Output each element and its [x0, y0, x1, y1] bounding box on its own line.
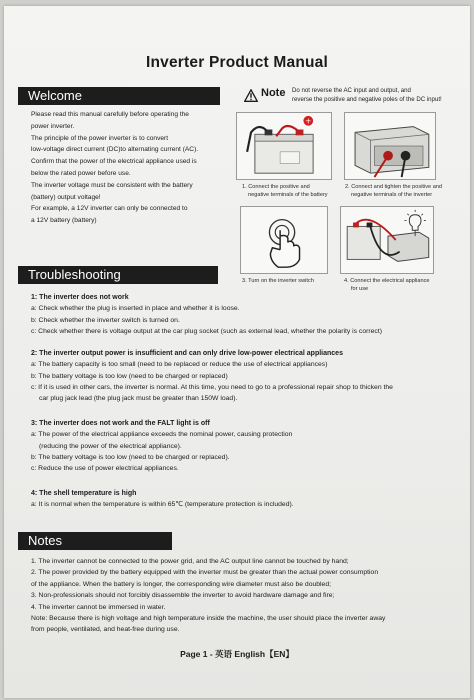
troubleshoot-item: b: The battery voltage is too low (need to be charged or replaced): [31, 372, 228, 380]
troubleshoot-item: (reducing the power of the electrical appliance).: [39, 442, 182, 450]
troubleshoot-item: b: Check whether the inverter switch is turned on.: [31, 316, 180, 324]
welcome-line: For example, a 12V inverter can only be connected to: [31, 205, 188, 213]
caption-line: negative terminals of the battery: [248, 191, 328, 198]
welcome-line: (battery) output voltage!: [31, 193, 101, 201]
notes-line: 3. Non-professionals should not forcibly disassemble the inverter to avoid hardware damage and fire;: [31, 592, 335, 600]
note-block: [244, 86, 470, 108]
notes-text: [31, 556, 461, 636]
caption-line: 4. Connect the electrical appliance: [344, 278, 430, 284]
caption-line: 2. Connect and tighten the positive and: [345, 184, 443, 190]
welcome-line: low-voltage direct current (DC)to alternating current (AC).: [31, 146, 199, 154]
notes-heading: Notes: [18, 532, 172, 550]
troubleshoot-section-1: [31, 292, 470, 337]
welcome-line: The inverter voltage must be consistent with the battery: [31, 181, 193, 189]
page-footer: Page 1 - 英语 English【EN】: [180, 649, 294, 659]
note-text: [292, 86, 470, 104]
notes-line: 4. The inverter cannot be immersed in water.: [31, 603, 166, 611]
appliance-connection-icon: [341, 207, 433, 273]
figure-caption: [345, 184, 442, 199]
troubleshoot-item: a: The power of the electrical appliance exceeds the nominal power, causing protection: [31, 431, 293, 439]
troubleshoot-item: a: It is normal when the temperature is within 65℃ (temperature protection is included).: [31, 501, 294, 509]
troubleshoot-section-4: [31, 488, 470, 511]
notes-line: 2. The power provided by the battery equipped with the inverter must be greater than the actual power consumption: [31, 569, 379, 577]
inverter-terminal-icon: [345, 113, 435, 179]
notes-line: of the appliance. When the battery is longer, the corresponding wire diameter must also be doubled;: [31, 580, 331, 588]
page-title: Inverter Product Manual: [145, 54, 329, 71]
manual-page: [4, 6, 470, 698]
troubleshooting-heading: Troubleshooting: [18, 266, 218, 284]
section-heading: 2: The inverter output power is insufficient and can only drive low-power electrical appliances: [31, 350, 343, 357]
section-heading: 1: The inverter does not work: [31, 294, 129, 301]
warning-icon: [244, 89, 258, 102]
troubleshoot-item: b: The battery voltage is too low (need to be charged or replaced).: [31, 453, 230, 461]
welcome-line: power inverter.: [31, 122, 75, 130]
figure-caption: [242, 278, 314, 286]
battery-connection-figure: [236, 112, 332, 180]
battery-icon: [237, 113, 331, 179]
notes-line: from people, ventilated, and heat-free during use.: [31, 626, 180, 634]
switch-figure: [240, 206, 328, 274]
figure-caption: [344, 278, 430, 293]
note-line: Do not reverse the AC input and output, and: [292, 87, 411, 94]
appliance-figure: [340, 206, 434, 274]
troubleshoot-item: a: The battery capacity is too small (need to be replaced or reduce the use of electrical appliances): [31, 361, 328, 369]
caption-line: 3. Turn on the inverter switch: [242, 278, 314, 284]
caption-line: negative terminals of the inverter: [351, 191, 433, 198]
troubleshoot-item: a: Check whether the plug is inserted in place and whether it is loose.: [31, 305, 240, 313]
troubleshoot-item: car plug jack lead (the plug jack must be greater than 150W load).: [39, 395, 238, 403]
note-label: Note: [261, 87, 286, 99]
welcome-line: The principle of the power inverter is to convert: [31, 134, 169, 142]
figure-caption: [242, 184, 328, 199]
caption-line: 1. Connect the positive and: [242, 184, 310, 190]
inverter-terminal-figure: [344, 112, 436, 180]
troubleshoot-section-3: [31, 418, 470, 474]
welcome-line: below the rated power before use.: [31, 169, 131, 177]
notes-line: 1. The inverter cannot be connected to the power grid, and the AC output line cannot be touched by hand;: [31, 558, 349, 565]
troubleshoot-item: c: If it is used in other cars, the inverter is normal. At this time, you need to go to a professional repair shop to thicken the: [31, 383, 393, 391]
hand-press-icon: [241, 207, 327, 273]
notes-line: Note: Because there is high voltage and high temperature inside the machine, the user should place the inverter away: [31, 615, 386, 623]
welcome-line: a 12V battery (battery): [31, 217, 97, 225]
welcome-line: Confirm that the power of the electrical appliance used is: [31, 158, 197, 166]
svg-text:+: +: [305, 116, 312, 126]
section-heading: 3: The inverter does not work and the FALT light is off: [31, 420, 210, 427]
welcome-text: [31, 109, 226, 227]
troubleshoot-item: c: Check whether there is voltage output at the car plug socket (such as external lead, whether the polarity is correct): [31, 327, 382, 335]
welcome-line: Please read this manual carefully before operating the: [31, 111, 189, 118]
note-line: reverse the positive and negative poles of the DC input!: [292, 96, 442, 103]
section-heading: 4: The shell temperature is high: [31, 490, 137, 497]
caption-line: for use: [351, 285, 369, 292]
troubleshoot-item: c: Reduce the use of power electrical appliances.: [31, 465, 179, 473]
welcome-heading: Welcome: [18, 87, 220, 105]
troubleshoot-section-2: [31, 348, 470, 404]
